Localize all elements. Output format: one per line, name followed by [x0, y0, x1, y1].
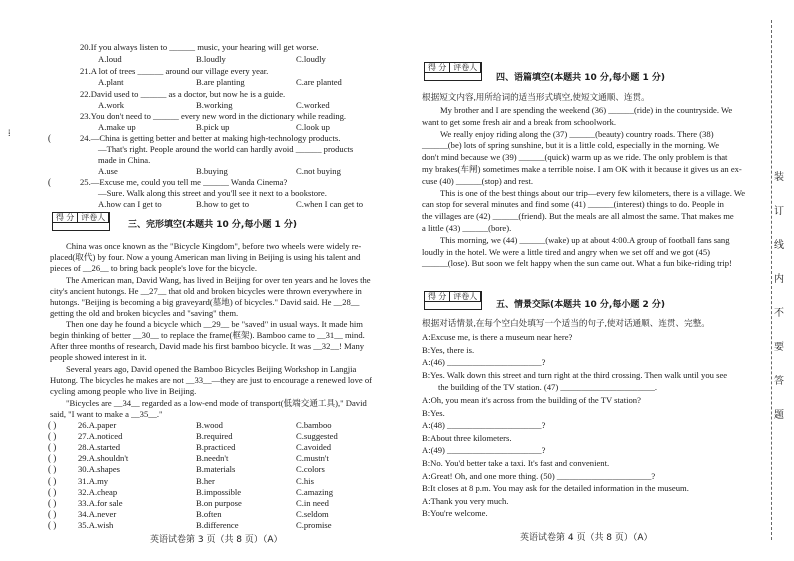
q20-opt-b: B.loudly	[196, 54, 226, 64]
score-box	[52, 212, 110, 231]
answer-bracket: (	[48, 133, 51, 143]
passage-line: said, "I want to make a __35__."	[50, 409, 163, 419]
margin-char: 线	[774, 240, 784, 251]
passage-line: My brother and I are spending the weekend (36) ______(ride) in the countryside. We	[440, 105, 733, 115]
cloze-option: C.bamboo	[296, 420, 332, 430]
cloze-option: C.avoided	[296, 442, 332, 453]
grader-label: 评卷人	[450, 292, 481, 301]
cloze-option: C.amazing	[296, 486, 333, 497]
passage-line: city's ancient hutongs. He __27__ that old and broken bicycles were thrown everywhere in	[50, 286, 362, 296]
dialogue-line: A:(49) ______________________?	[422, 445, 546, 456]
passage-line: This morning, we (44) ______(wake) up at about 4:00.A group of football fans sang	[440, 234, 730, 245]
binding-mark: ⁞	[8, 128, 11, 138]
dialogue-line: B:Yes, there is.	[422, 344, 475, 355]
cloze-option: B.wood	[196, 420, 223, 430]
dialogue-line: the building of the TV station. (47) ______________________.	[438, 382, 658, 393]
section3-title: 三、完形填空(本题共 10 分,每小题 1 分)	[128, 220, 297, 230]
answer-bracket: ( )	[48, 453, 57, 464]
passage-line: my brakes(车闸) sometimes make a terrible noise. I am OK with it because it gives us an ex-	[422, 164, 742, 174]
q21-opt-a: A.plant	[98, 77, 124, 87]
passage-line: "Bicycles are __34__ regarded as a low-end mode of transport(低端交通工具)," David	[66, 398, 367, 408]
cloze-option: C.in need	[296, 497, 329, 508]
passage-line: This is one of the best things about our trip—every few kilometers, there is a village. We	[440, 187, 746, 198]
q21: 21.A lot of trees ______ around our village every year.	[80, 66, 269, 76]
passage-line: ______(be) lots of spring sunshine, but it is a little cold, especially in the morning. We	[422, 140, 720, 151]
cloze-option: B.difference	[196, 519, 239, 530]
passage-line: can stop for several minutes and find some (41) ______(interest) things to do. People in	[422, 199, 724, 210]
cloze-option: 32.A.cheap	[78, 486, 118, 497]
page-footer: 英语试卷第 4 页（共 8 页）（A）	[520, 533, 653, 543]
q20-opt-a: A.loud	[98, 54, 122, 64]
score-box	[424, 62, 482, 81]
cloze-option: C.colors	[296, 464, 325, 475]
q24-line3: made in China.	[98, 155, 151, 165]
q24-opt-b: B.buying	[196, 166, 228, 176]
grader-label: 评卷人	[450, 63, 481, 72]
q25-opt-a: A.how can I get to	[98, 199, 162, 209]
cloze-option: C.suggested	[296, 431, 338, 442]
margin-char: 不	[774, 308, 784, 319]
margin-char: 答	[774, 376, 784, 387]
cloze-option: 33.A.for sale	[78, 497, 123, 508]
passage-line: We really enjoy riding along the (37) ______(beauty) country roads. There (38)	[440, 128, 714, 139]
answer-bracket: (	[48, 177, 51, 187]
q20: 20.If you always listen to ______ music, your hearing will get worse.	[80, 42, 319, 52]
margin-char: 要	[774, 342, 784, 353]
dialogue-line: A:Excuse me, is there a museum near here?	[422, 332, 573, 342]
dialogue-line: A:(48) ______________________?	[422, 420, 546, 431]
q25-line1: 25.—Excuse me, could you tell me ______ Wanda Cinema?	[80, 177, 288, 187]
binding-line	[771, 20, 772, 540]
passage-line: getting the old and broken bicycles and "saving" them.	[50, 308, 239, 318]
margin-char: 订	[774, 206, 784, 217]
cloze-option: 35.A.wish	[78, 519, 114, 530]
passage-line: want to get some fresh air and a break from schoolwork.	[422, 116, 617, 127]
passage-line: loudly in the hotel. We were a little tired and angry when we set off and we got (45)	[422, 246, 710, 257]
cloze-option: B.materials	[196, 464, 236, 475]
dialogue-line: B:About three kilometers.	[422, 432, 512, 443]
cloze-option: B.her	[196, 475, 215, 486]
passage-line: people showed interest in it.	[50, 352, 147, 362]
dialogue-line: B:Yes.	[422, 407, 445, 418]
q23-opt-b: B.pick up	[196, 122, 230, 132]
cloze-option: C.mustn't	[296, 453, 329, 464]
q22-opt-c: C.worked	[296, 100, 330, 110]
score-label: 得 分	[53, 213, 78, 222]
score-label: 得 分	[425, 63, 450, 72]
q24-opt-c: C.not buying	[296, 166, 341, 176]
dialogue-line: A:Oh, you mean it's across from the building of the TV station?	[422, 395, 641, 405]
dialogue-line: A:Thank you very much.	[422, 495, 509, 506]
answer-bracket: ( )	[48, 497, 57, 508]
margin-char: 内	[774, 274, 784, 285]
dialogue-line: A:(46) ______________________?	[422, 357, 546, 368]
right-page	[400, 0, 794, 561]
q20-opt-c: C.loudly	[296, 54, 326, 64]
dialogue-line: B:Yes. Walk down this street and turn right at the third crossing. Then walk until you see	[422, 369, 728, 380]
cloze-option: C.promise	[296, 519, 332, 530]
grader-label: 评卷人	[78, 213, 109, 222]
answer-bracket: ( )	[48, 519, 57, 530]
cloze-option: 31.A.my	[78, 475, 109, 486]
cloze-option: B.required	[196, 431, 233, 442]
answer-bracket: ( )	[48, 508, 57, 519]
q24-line2: —That's right. People around the world can hardly avoid ______ products	[98, 144, 354, 154]
q25-opt-b: B.how to get to	[196, 199, 249, 209]
passage-line: a little (43) ______(bore).	[422, 223, 512, 233]
dialogue-line: A:Great! Oh, and one more thing. (50) ______________________?	[422, 470, 656, 481]
cloze-option: B.needn't	[196, 453, 229, 464]
q22: 22.David used to ______ as a doctor, but now he is a guide.	[80, 89, 286, 99]
q24-line1: 24.—China is getting better and better at making high-technology products.	[80, 133, 341, 143]
cloze-option: B.often	[196, 508, 222, 519]
cloze-option: B.on purpose	[196, 497, 242, 508]
answer-bracket: ( )	[48, 442, 57, 453]
cloze-option: 26.A.paper	[78, 420, 117, 430]
answer-bracket: ( )	[48, 486, 57, 497]
cloze-option: B.practiced	[196, 442, 236, 453]
q22-opt-a: A.work	[98, 100, 125, 110]
cloze-option: C.seldom	[296, 508, 329, 519]
margin-char: 题	[774, 410, 784, 421]
section5-instruction: 根据对话情景,在每个空白处填写一个适当的句子,使对话通顺、连贯、完整。	[422, 318, 710, 328]
passage-line: begin thinking of better __30__ to replace the frame(框架). Bamboo came to __31__ mind.	[50, 330, 365, 340]
answer-bracket: ( )	[48, 475, 57, 486]
cloze-option: 29.A.shouldn't	[78, 453, 129, 464]
cloze-option: B.impossible	[196, 486, 242, 497]
passage-line: hutongs. "Beijing is becoming a big graveyard(墓地) of bicycles." David said. He __28__	[50, 297, 360, 307]
passage-line: placed(取代) by four. Now a young American man living in Beijing is using his talent and	[50, 252, 361, 262]
q21-opt-b: B.are planting	[196, 77, 245, 87]
q23-opt-c: C.look up	[296, 122, 330, 132]
passage-line: cycling among people who live in Beijing.	[50, 386, 197, 396]
dialogue-line: B:No. You'd better take a taxi. It's fast and convenient.	[422, 458, 610, 468]
passage-line: the villages are (42) ______(friend). But the meals are all almost the same. That makes me	[422, 211, 734, 222]
q23-opt-a: A.make up	[98, 122, 136, 132]
q23: 23.You don't need to ______ every new word in the dictionary while reading.	[80, 111, 347, 121]
page-footer: 英语试卷第 3 页（共 8 页）（A）	[150, 535, 283, 545]
q24-opt-a: A.use	[98, 166, 118, 176]
section4-instruction: 根据短文内容,用所给词的适当形式填空,使短文通顺、连贯。	[422, 92, 650, 102]
answer-bracket: ( )	[48, 420, 57, 430]
passage-line: pieces of __26__ to bring back people's love for the bicycle.	[50, 263, 258, 273]
q22-opt-b: B.working	[196, 100, 233, 110]
passage-line: The American man, David Wang, has lived in Beijing for over ten years and he loves the	[66, 275, 371, 285]
section4-title: 四、语篇填空(本题共 10 分,每小题 1 分)	[496, 73, 665, 83]
passage-line: After three months of research, David made his first bamboo bicycle. It was __32__! Many	[50, 341, 365, 351]
score-label: 得 分	[425, 292, 450, 301]
cloze-option: 30.A.shapes	[78, 464, 121, 475]
dialogue-line: B:You're welcome.	[422, 508, 488, 519]
cloze-option: 28.A.started	[78, 442, 121, 453]
passage-line: Hutong. The bicycles he makes are not __33__—they are just to encourage a renewed love of	[50, 375, 372, 385]
cloze-option: 34.A.never	[78, 508, 117, 519]
section5-title: 五、情景交际(本题共 10 分,每小题 2 分)	[496, 300, 665, 310]
passage-line: Several years ago, David opened the Bamboo Bicycles Beijing Workshop in Langjia	[66, 364, 357, 374]
passage-line: don't mind because we (39) ______(quick) warm up as we ride. The only problem is that	[422, 152, 728, 163]
cloze-option: 27.A.noticed	[78, 431, 123, 442]
passage-line: Then one day he found a bicycle which __29__ be "saved" in usual ways. It made him	[66, 319, 363, 329]
passage-line: China was once known as the "Bicycle Kingdom", before two wheels were widely re-	[66, 241, 362, 251]
cloze-option: C.his	[296, 475, 314, 486]
passage-line: cuse (40) ______(stop) and rest.	[422, 175, 533, 186]
score-box	[424, 291, 482, 310]
q21-opt-c: C.are planted	[296, 77, 342, 87]
passage-line: ______(lose). But soon we felt happy when the sun came out. What a fun bike-riding trip!	[422, 258, 732, 269]
dialogue-line: B:It closes at 8 p.m. You may ask for the detailed information in the museum.	[422, 483, 689, 494]
q25-line2: —Sure. Walk along this street and you'll see it next to a bookstore.	[98, 188, 327, 198]
margin-char: 装	[774, 172, 784, 183]
q25-opt-c: C.when I can get to	[296, 199, 364, 209]
answer-bracket: ( )	[48, 431, 57, 442]
answer-bracket: ( )	[48, 464, 57, 475]
